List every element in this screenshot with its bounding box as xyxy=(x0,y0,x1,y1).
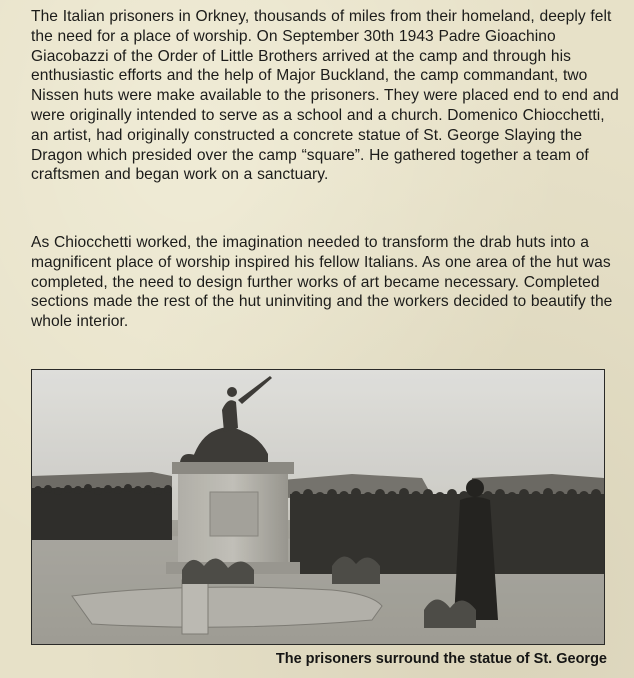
article-paragraph-1: The Italian prisoners in Orkney, thousands of miles from their homeland, deeply felt the need for a place of worship. On September 30th 1943 Padre Gioachino Giacobazzi of the Order of Little Brothers arrived at the camp and through his enthusiastic efforts and the help of Major Buckland, the camp commandant, two Nissen huts were make available to the prisoners. They were placed end to end and were originally intended to serve as a school and a church. Domenico Chiocchetti, an artist, had originally constructed a concrete statue of St. George Slaying the Dragon which presided over the camp “square”. He gathered together a team of craftsmen and began work on a sanctuary. xyxy=(31,8,619,184)
photo-caption: The prisoners surround the statue of St. George xyxy=(275,651,607,667)
article-paragraph-2: As Chiocchetti worked, the imagination needed to transform the drab huts into a magnificent place of worship inspired his fellow Italians. As one area of the hut was completed, the need to design further works of art became necessary. Completed sections made the rest of the hut uninviting and the workers decided to beautify the whole interior. xyxy=(31,234,613,331)
historic-photograph xyxy=(31,369,605,645)
